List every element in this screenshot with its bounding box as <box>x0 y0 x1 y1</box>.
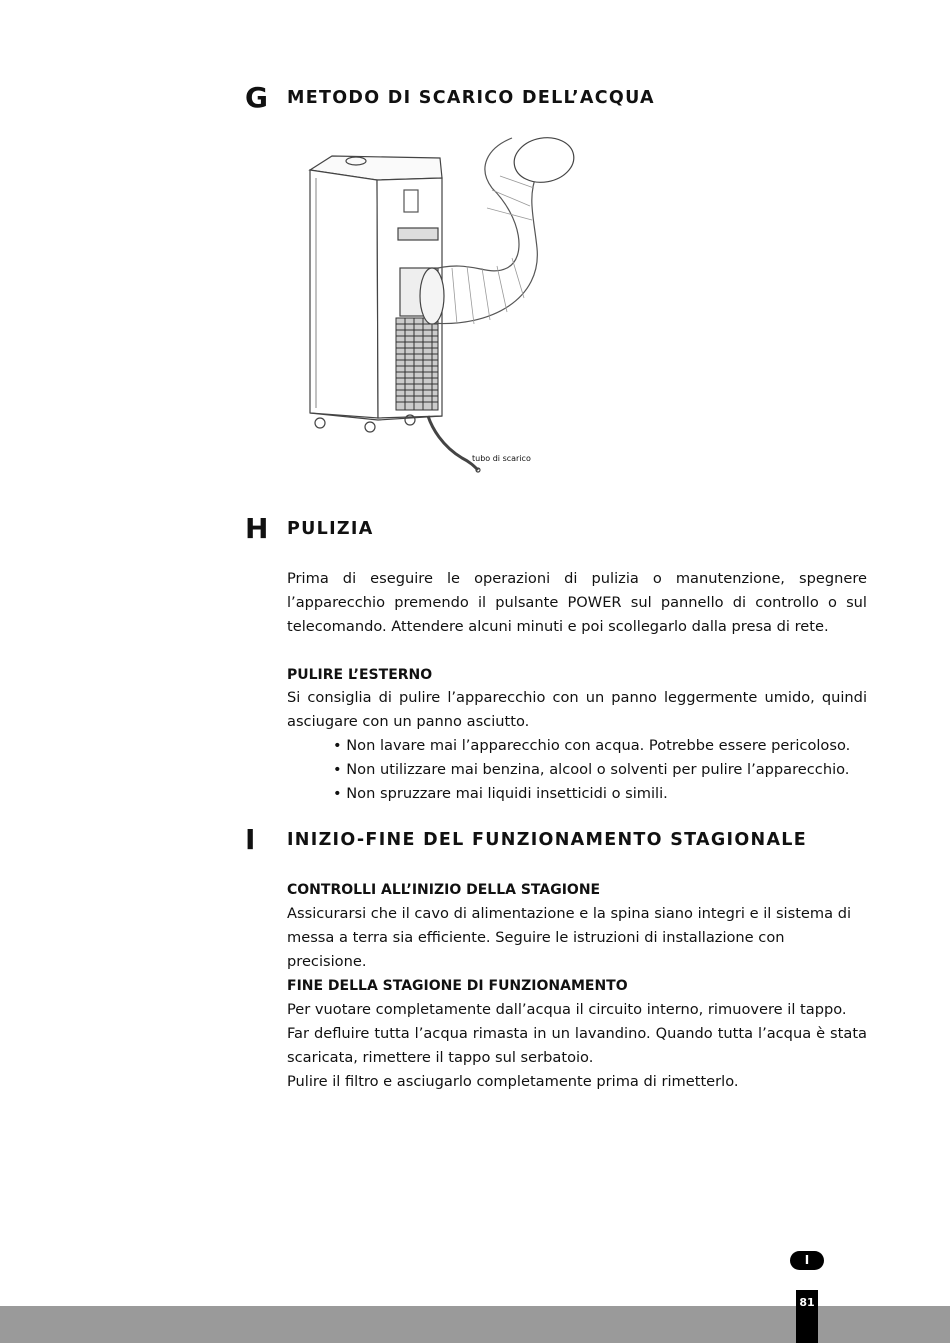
section-i-body2-line2: Far defluire tutta l’acqua rimasta in un lavandino. Quando tutta l’acqua è stata scaricata, rimettere il tappo sul serbatoio. <box>287 1025 867 1066</box>
page-number-tab <box>796 1290 818 1343</box>
section-h-bullet-list <box>333 734 873 806</box>
bullet-item: • Non utilizzare mai benzina, alcool o solventi per pulire l’apparecchio. <box>333 761 850 778</box>
bullet-item: • Non lavare mai l’apparecchio con acqua. Potrebbe essere pericoloso. <box>333 737 851 754</box>
section-h-title: PULIZIA <box>287 519 374 539</box>
section-i-sub1: CONTROLLI ALL’INIZIO DELLA STAGIONE <box>287 882 601 898</box>
section-i-sub2: FINE DELLA STAGIONE DI FUNZIONAMENTO <box>287 978 628 994</box>
page-number: 81 <box>799 1296 815 1309</box>
section-h-subheading: PULIRE L’ESTERNO <box>287 667 433 683</box>
section-g-letter: G <box>245 81 268 114</box>
language-badge: I <box>790 1251 824 1270</box>
air-conditioner-drain-figure <box>292 128 592 488</box>
drain-tube-label: tubo di scarico <box>472 454 531 463</box>
section-h-body: Si consiglia di pulire l’apparecchio con un panno leggermente umido, quindi asciugare con un panno asciutto. <box>287 689 867 730</box>
section-g-title: METODO DI SCARICO DELL’ACQUA <box>287 88 655 108</box>
section-i-title: INIZIO-FINE DEL FUNZIONAMENTO STAGIONALE <box>287 830 807 850</box>
section-h-intro: Prima di eseguire le operazioni di pulizia o manutenzione, spegnere l’apparecchio premendo il pulsante POWER sul pannello di controllo o sul telecomando. Attendere alcuni minuti e poi scollegarlo dalla presa di rete. <box>287 570 867 635</box>
section-h-letter: H <box>245 512 269 545</box>
section-i-body1: Assicurarsi che il cavo di alimentazione e la spina siano integri e il sistema di messa a terra sia efficiente. Seguire le istruzioni di installazione con precisione. <box>287 905 852 970</box>
section-i-body2-line1: Per vuotare completamente dall’acqua il circuito interno, rimuovere il tappo. <box>287 1001 847 1018</box>
section-i-letter: I <box>245 823 256 856</box>
air-conditioner-illustration <box>292 128 592 488</box>
bullet-item: • Non spruzzare mai liquidi insetticidi o simili. <box>333 785 668 802</box>
section-i-body2-line3: Pulire il filtro e asciugarlo completamente prima di rimetterlo. <box>287 1073 739 1090</box>
